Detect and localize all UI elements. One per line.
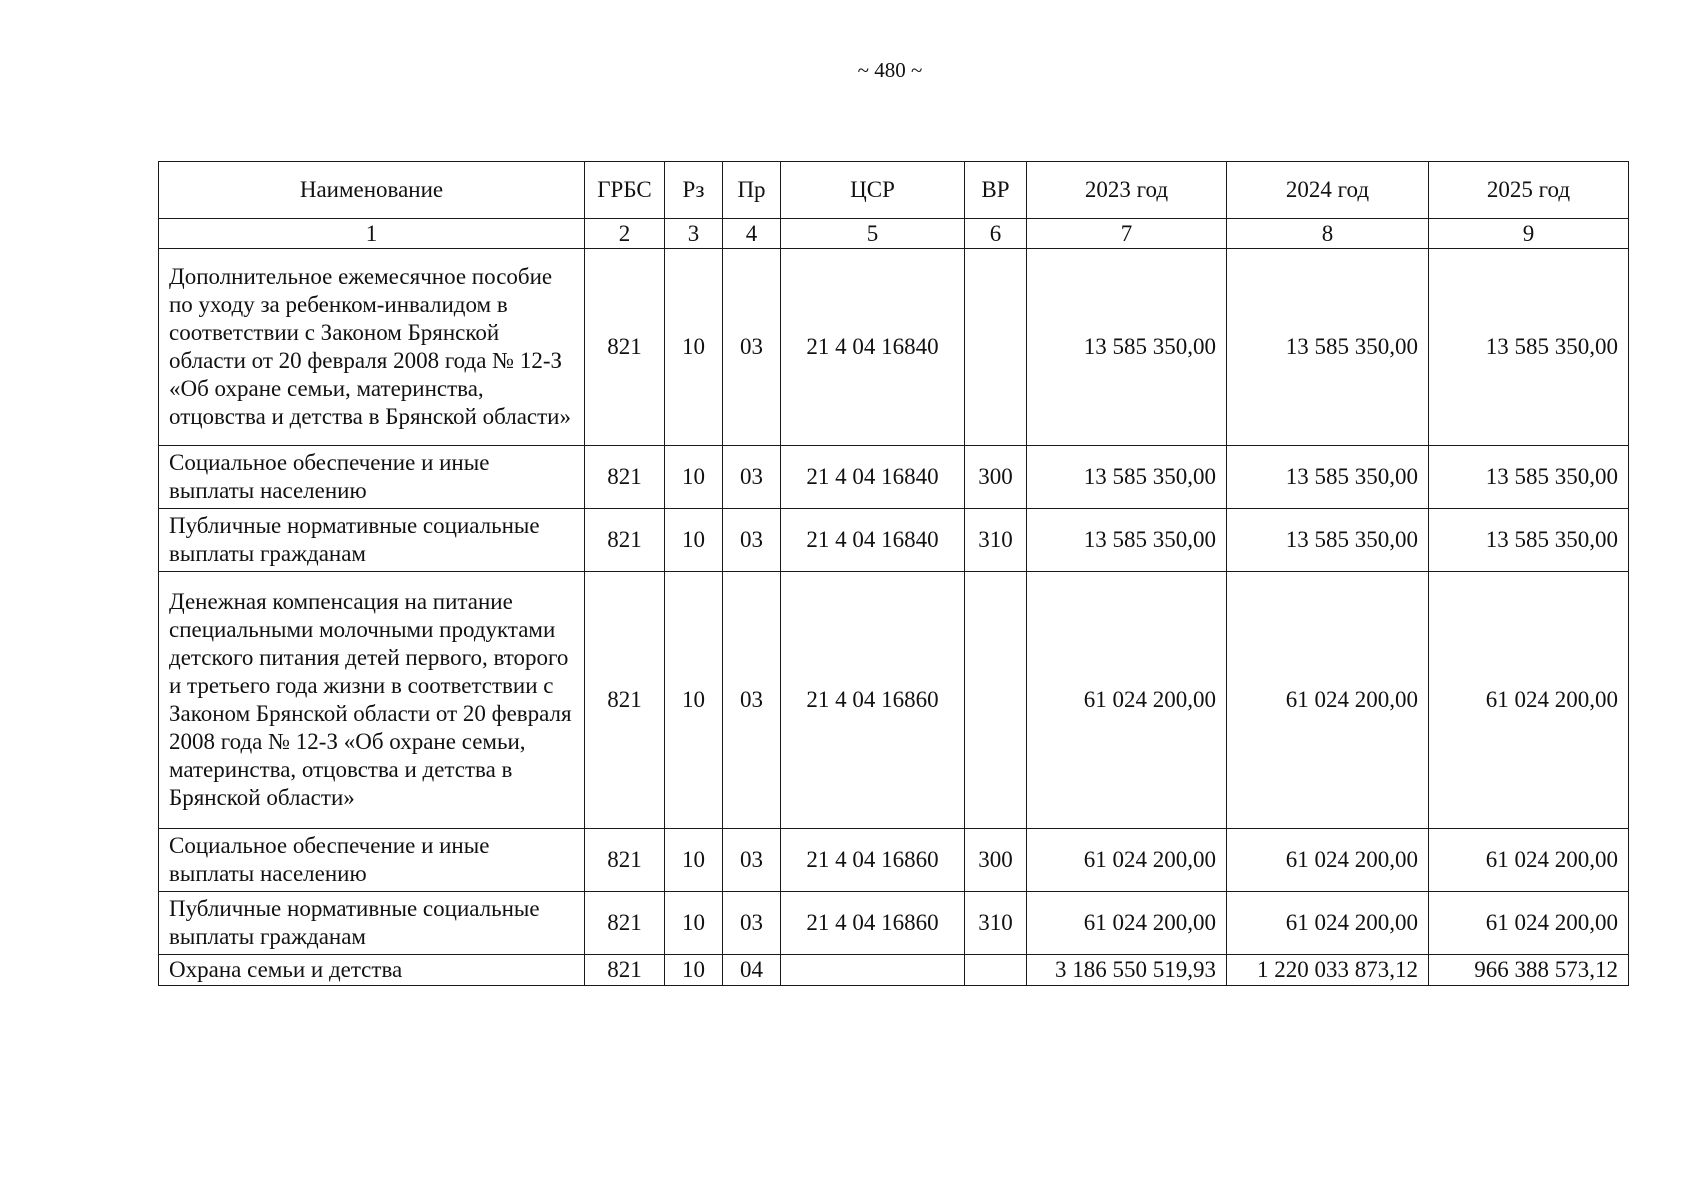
row-2024: 13 585 350,00 bbox=[1227, 509, 1429, 572]
column-number: 4 bbox=[723, 219, 781, 249]
row-2024: 13 585 350,00 bbox=[1227, 446, 1429, 509]
row-rz: 10 bbox=[665, 955, 723, 986]
row-2025: 13 585 350,00 bbox=[1429, 509, 1629, 572]
table-row bbox=[159, 829, 1629, 892]
row-rz: 10 bbox=[665, 509, 723, 572]
row-2025: 61 024 200,00 bbox=[1429, 572, 1629, 829]
row-grbs: 821 bbox=[585, 892, 665, 955]
column-number: 2 bbox=[585, 219, 665, 249]
row-name: Дополнительное ежемесячное пособие по уходу за ребенком-инвалидом в соответствии с Законом Брянской области от 20 февраля 2008 года № 12-З «Об охране семьи, материнства, отцовства и детства в Брянской области» bbox=[159, 249, 585, 446]
row-2025: 13 585 350,00 bbox=[1429, 446, 1629, 509]
table-row bbox=[159, 955, 1629, 986]
column-number: 5 bbox=[781, 219, 965, 249]
header-pr: Пр bbox=[723, 162, 781, 219]
row-vr bbox=[965, 572, 1027, 829]
row-grbs: 821 bbox=[585, 446, 665, 509]
row-vr: 310 bbox=[965, 892, 1027, 955]
row-grbs: 821 bbox=[585, 829, 665, 892]
row-rz: 10 bbox=[665, 249, 723, 446]
row-2023: 13 585 350,00 bbox=[1027, 249, 1227, 446]
table-row bbox=[159, 509, 1629, 572]
table-row bbox=[159, 249, 1629, 446]
header-2024: 2024 год bbox=[1227, 162, 1429, 219]
row-pr: 03 bbox=[723, 892, 781, 955]
header-2023: 2023 год bbox=[1027, 162, 1227, 219]
header-rz: Рз bbox=[665, 162, 723, 219]
header-2025: 2025 год bbox=[1429, 162, 1629, 219]
row-vr bbox=[965, 955, 1027, 986]
header-csr: ЦСР bbox=[781, 162, 965, 219]
row-2023: 13 585 350,00 bbox=[1027, 509, 1227, 572]
row-2023: 13 585 350,00 bbox=[1027, 446, 1227, 509]
row-vr bbox=[965, 249, 1027, 446]
row-grbs: 821 bbox=[585, 509, 665, 572]
row-name: Публичные нормативные социальные выплаты гражданам bbox=[159, 892, 585, 955]
row-2025: 966 388 573,12 bbox=[1429, 955, 1629, 986]
row-2023: 61 024 200,00 bbox=[1027, 829, 1227, 892]
row-2024: 61 024 200,00 bbox=[1227, 829, 1429, 892]
row-2024: 1 220 033 873,12 bbox=[1227, 955, 1429, 986]
row-2024: 61 024 200,00 bbox=[1227, 572, 1429, 829]
row-2023: 3 186 550 519,93 bbox=[1027, 955, 1227, 986]
row-2025: 61 024 200,00 bbox=[1429, 892, 1629, 955]
row-pr: 03 bbox=[723, 446, 781, 509]
row-pr: 03 bbox=[723, 509, 781, 572]
row-csr bbox=[781, 955, 965, 986]
budget-table bbox=[158, 161, 1629, 986]
column-number: 1 bbox=[159, 219, 585, 249]
row-grbs: 821 bbox=[585, 249, 665, 446]
row-2023: 61 024 200,00 bbox=[1027, 572, 1227, 829]
row-vr: 300 bbox=[965, 829, 1027, 892]
row-grbs: 821 bbox=[585, 955, 665, 986]
row-pr: 04 bbox=[723, 955, 781, 986]
header-name: Наименование bbox=[159, 162, 585, 219]
row-csr: 21 4 04 16860 bbox=[781, 829, 965, 892]
row-csr: 21 4 04 16860 bbox=[781, 892, 965, 955]
row-rz: 10 bbox=[665, 572, 723, 829]
row-name: Социальное обеспечение и иные выплаты населению bbox=[159, 829, 585, 892]
column-number-row bbox=[159, 219, 1629, 249]
row-2023: 61 024 200,00 bbox=[1027, 892, 1227, 955]
table-row bbox=[159, 572, 1629, 829]
row-csr: 21 4 04 16840 bbox=[781, 446, 965, 509]
row-csr: 21 4 04 16840 bbox=[781, 509, 965, 572]
row-csr: 21 4 04 16860 bbox=[781, 572, 965, 829]
row-csr: 21 4 04 16840 bbox=[781, 249, 965, 446]
table-row bbox=[159, 446, 1629, 509]
row-rz: 10 bbox=[665, 892, 723, 955]
column-number: 6 bbox=[965, 219, 1027, 249]
header-vr: ВР bbox=[965, 162, 1027, 219]
row-2025: 61 024 200,00 bbox=[1429, 829, 1629, 892]
row-rz: 10 bbox=[665, 829, 723, 892]
row-vr: 300 bbox=[965, 446, 1027, 509]
row-pr: 03 bbox=[723, 829, 781, 892]
row-rz: 10 bbox=[665, 446, 723, 509]
row-2024: 13 585 350,00 bbox=[1227, 249, 1429, 446]
row-name: Публичные нормативные социальные выплаты гражданам bbox=[159, 509, 585, 572]
row-grbs: 821 bbox=[585, 572, 665, 829]
table-row bbox=[159, 892, 1629, 955]
row-pr: 03 bbox=[723, 572, 781, 829]
row-2025: 13 585 350,00 bbox=[1429, 249, 1629, 446]
header-grbs: ГРБС bbox=[585, 162, 665, 219]
column-number: 3 bbox=[665, 219, 723, 249]
row-vr: 310 bbox=[965, 509, 1027, 572]
column-number: 7 bbox=[1027, 219, 1227, 249]
header-row bbox=[159, 162, 1629, 219]
page-number: ~ 480 ~ bbox=[857, 58, 923, 82]
row-name: Денежная компенсация на питание специальными молочными продуктами детского питания детей первого, второго и третьего года жизни в соответствии с Законом Брянской области от 20 февраля 2008 года № 12-З «Об охране семьи, материнства, отцовства и детства в Брянской области» bbox=[159, 572, 585, 829]
row-name: Социальное обеспечение и иные выплаты населению bbox=[159, 446, 585, 509]
row-2024: 61 024 200,00 bbox=[1227, 892, 1429, 955]
row-name: Охрана семьи и детства bbox=[159, 955, 585, 986]
row-pr: 03 bbox=[723, 249, 781, 446]
column-number: 9 bbox=[1429, 219, 1629, 249]
column-number: 8 bbox=[1227, 219, 1429, 249]
